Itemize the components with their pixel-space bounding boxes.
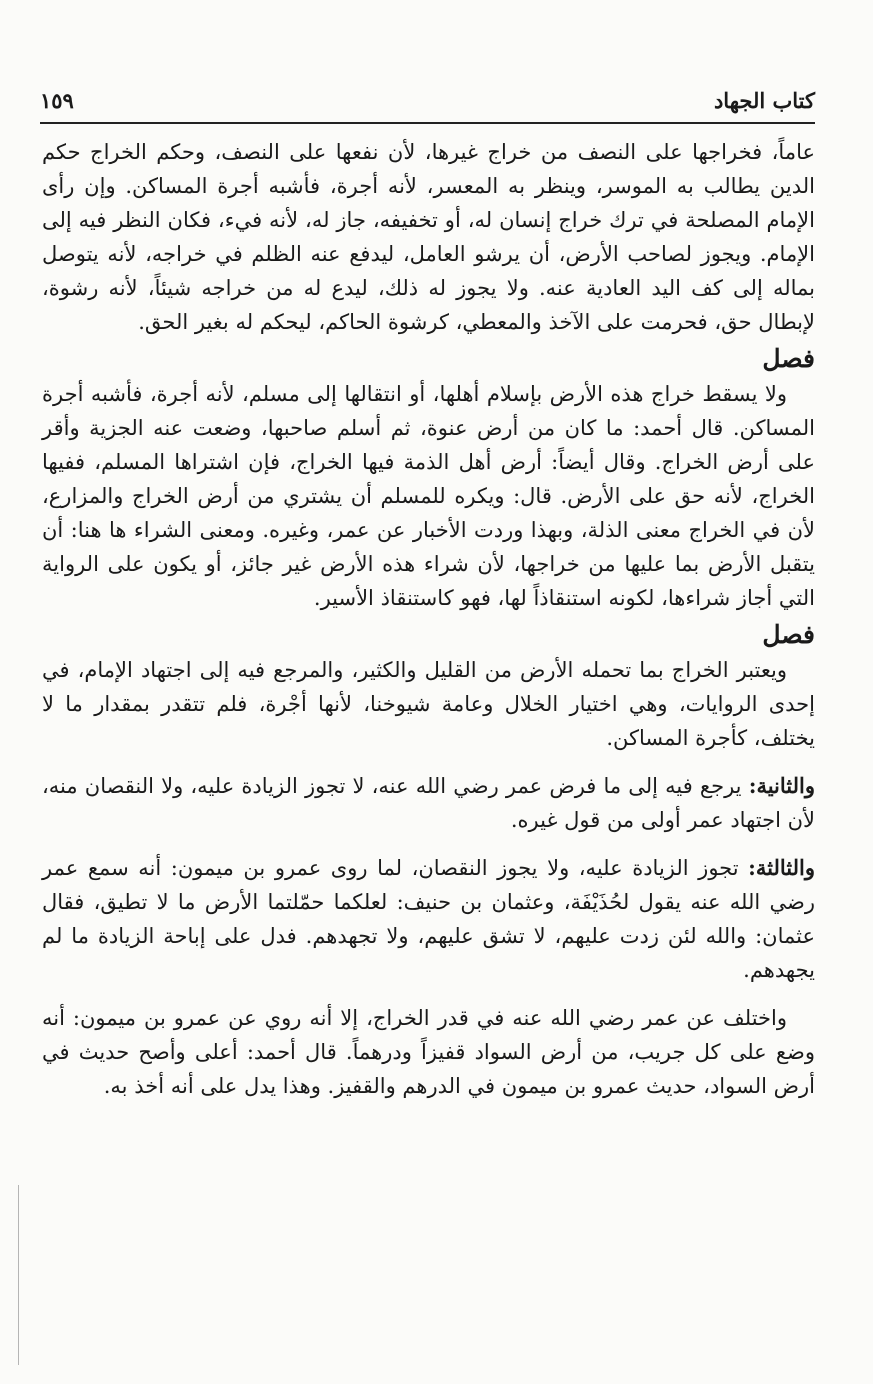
paragraph-4-lead: والثانية: (748, 773, 815, 798)
page-header (40, 78, 815, 124)
paragraph-3: ويعتبر الخراج بما تحمله الأرض من القليل والكثير، والمرجع فيه إلى اجتهاد الإمام، في إحدى الروايات، وهي اختيار الخلال وعامة شيوخنا، لأنها أجْرة، فلم تتقدر بمقدار ما لا يختلف، كأجرة المساكن. (42, 658, 815, 750)
page-number: ١٥٩ (40, 87, 74, 113)
book-title: كتاب الجهاد (713, 87, 815, 113)
paragraph-1: عاماً، فخراجها على النصف من خراج غيرها، لأن نفعها على النصف، وحكم الخراج حكم الدين يطالب به الموسر، وينظر به المعسر، لأنه أجرة، فأشبه أجرة المساكن. وإن رأى الإمام المصلحة في ترك خراج إنسان له، أو تخفيفه، جاز له، لأنه فيء، فكان النظر فيه إلى الإمام. ويجوز لصاحب الأرض، أن يرشو العامل، ليدفع عنه الظلم في خراجه، لأنه يتوصل بماله إلى كف اليد العادية عنه. ولا يجوز له ذلك، ليدع له من خراجه شيئاً، لأنه رشوة، لإبطال حق، فحرمت على الآخذ والمعطي، كرشوة الحاكم، ليحكم له بغير الحق. (42, 140, 815, 334)
page-body (42, 135, 815, 1103)
section-heading-1: فصل (762, 344, 815, 373)
paragraph-5-text: تجوز الزيادة عليه، ولا يجوز النقصان، لما روى عمرو بن ميمون: أنه سمع عمر رضي الله عنه يقول لحُذَيْفَة، وعثمان بن حنيف: لعلكما حمّلتما الأرض ما لا تطيق، فقال عثمان: والله لئن زدت عليهم، لا تشق عليهم، ولا تجهدهم. فدل على إباحة الزيادة ما لم يجهدهم. (42, 856, 815, 982)
paragraph-4 (42, 769, 815, 837)
paragraph-6: واختلف عن عمر رضي الله عنه في قدر الخراج، إلا أنه روي عن عمرو بن ميمون: أنه وضع على كل جريب، من أرض السواد قفيزاً ودرهماً. قال أحمد: أعلى وأصح حديث في أرض السواد، حديث عمرو بن ميمون في الدرهم والقفيز. وهذا يدل على أنه أخذ به. (42, 1006, 815, 1098)
paragraph-2: ولا يسقط خراج هذه الأرض بإسلام أهلها، أو انتقالها إلى مسلم، لأنه أجرة، فأشبه أجرة المساكن. قال أحمد: ما كان من أرض عنوة، ثم أسلم صاحبها، وضعت عنه الجزية وأقر على أرض الخراج. وقال أيضاً: أرض أهل الذمة فيها الخراج، فإن اشتراها المسلم، ففيها الخراج، لأنه حق على الأرض. قال: ويكره للمسلم أن يشتري من أرض الخراج والمزارع، لأن في الخراج معنى الذلة، وبهذا وردت الأخبار عن عمر، وغيره. ومعنى الشراء ها هنا: أن يتقبل الأرض بما عليها من خراجها، لأن شراء هذه الأرض غير جائز، أو يكون على الرواية التي أجاز شراءها، لكونه استنقاذاً لها، فهو كاستنقاذ الأسير. (42, 382, 815, 610)
scan-margin-line (18, 1185, 19, 1365)
paragraph-5-lead: والثالثة: (748, 855, 815, 880)
paragraph-4-text: يرجع فيه إلى ما فرض عمر رضي الله عنه، لا تجوز الزيادة عليه، ولا النقصان منه، لأن اجتهاد عمر أولى من قول غيره. (42, 774, 815, 832)
paragraph-5 (42, 851, 815, 987)
section-heading-2: فصل (762, 620, 815, 649)
